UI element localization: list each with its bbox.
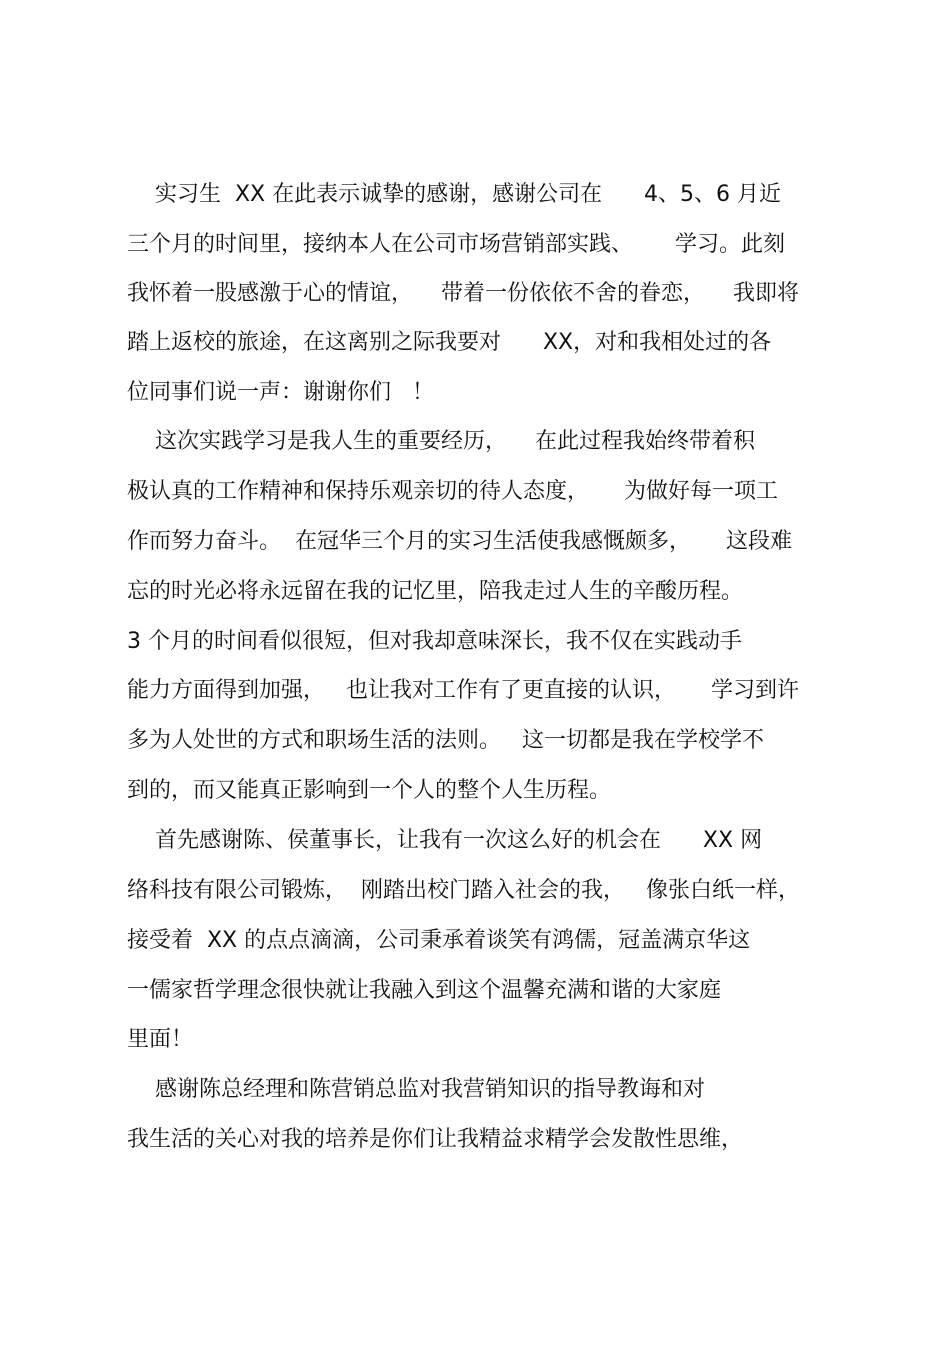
text-line: 里面！ [127, 1027, 194, 1052]
text-line: 接受着 XX 的点点滴滴，公司秉承着谈笑有鸿儒，冠盖满京华这 [127, 928, 751, 953]
text-line: 极认真的工作精神和保持乐观亲切的待人态度， 为做好每一项工 [127, 479, 778, 504]
text-line: 首先感谢陈、侯董事长，让我有一次这么好的机会在 XX 网 [127, 828, 763, 853]
text-line: 实习生 XX 在此表示诚挚的感谢，感谢公司在 4、5、6 月近 [127, 182, 782, 207]
text-line: 络科技有限公司锻炼， 刚踏出校门踏入社会的我， 像张白纸一样， [127, 878, 800, 903]
text-line: 能力方面得到加强， 也让我对工作有了更直接的认识， 学习到许 [127, 678, 799, 703]
text-line: 一儒家哲学理念很快就让我融入到这个温馨充满和谐的大家庭 [127, 978, 722, 1003]
text-line: 作而努力奋斗。 在冠华三个月的实习生活使我感慨颇多， 这段难 [127, 529, 792, 554]
text-line: 三个月的时间里，接纳本人在公司市场营销部实践、 学习。此刻 [127, 232, 785, 257]
text-line: 忘的时光必将永远留在我的记忆里，陪我走过人生的辛酸历程。 [127, 579, 744, 604]
text-line: 感谢陈总经理和陈营销总监对我营销知识的指导教诲和对 [127, 1077, 705, 1102]
text-line: 到的，而又能真正影响到一个人的整个人生历程。 [127, 778, 612, 803]
text-line: 这次实践学习是我人生的重要经历， 在此过程我始终带着积 [127, 429, 755, 454]
text-line: 我生活的关心对我的培养是你们让我精益求精学会发散性思维， [127, 1127, 744, 1152]
text-line: 位同事们说一声：谢谢你们 ！ [127, 380, 434, 405]
text-line: 我怀着一股感激于心的情谊， 带着一份依依不舍的眷恋， 我即将 [127, 281, 799, 306]
text-line: 3 个月的时间看似很短，但对我却意味深长，我不仅在实践动手 [127, 629, 742, 654]
text-line: 踏上返校的旅途，在这离别之际我要对 XX，对和我相处过的各 [127, 330, 772, 355]
text-line: 多为人处世的方式和职场生活的法则。 这一切都是我在学校学不 [127, 728, 764, 753]
